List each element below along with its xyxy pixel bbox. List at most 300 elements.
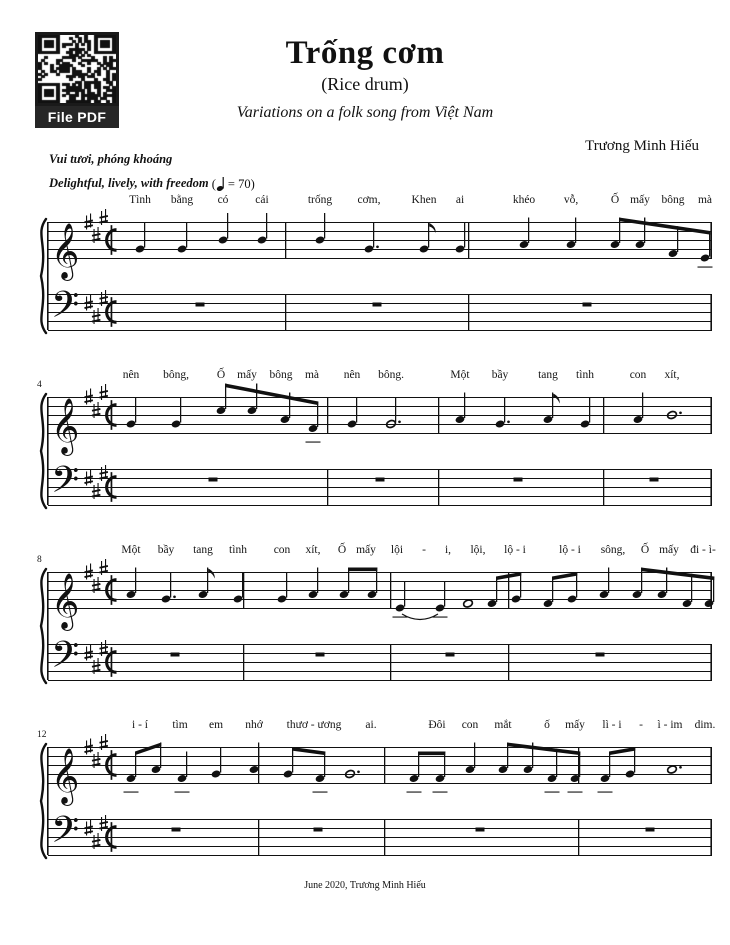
augmentation-dot bbox=[679, 411, 682, 414]
lyric-syllable: mấy bbox=[630, 194, 650, 206]
note-quarter bbox=[135, 222, 146, 254]
lyric-syllable: con bbox=[273, 544, 291, 556]
sharp-icon bbox=[84, 739, 93, 755]
notehead bbox=[635, 240, 646, 249]
note-eighth bbox=[216, 384, 227, 416]
beam bbox=[641, 568, 714, 581]
sharp-icon bbox=[84, 214, 93, 230]
lyric-syllable: lội bbox=[390, 544, 404, 556]
stem bbox=[180, 397, 181, 423]
lyric-syllable: Ố bbox=[216, 369, 226, 381]
stem bbox=[713, 577, 714, 603]
notehead bbox=[543, 599, 554, 608]
beam bbox=[225, 384, 318, 406]
barline bbox=[384, 819, 385, 855]
note-quarter bbox=[315, 213, 326, 245]
stem bbox=[395, 397, 396, 423]
notehead bbox=[435, 774, 446, 783]
lyric-syllable: Một bbox=[450, 369, 470, 381]
barline bbox=[603, 397, 604, 433]
note-half-dotted bbox=[667, 765, 682, 774]
stem bbox=[556, 752, 557, 778]
beam bbox=[552, 572, 577, 580]
bass-clef-icon: 𝄢 bbox=[51, 459, 80, 510]
note-quarter bbox=[257, 213, 268, 245]
note-quarter bbox=[233, 572, 244, 604]
note-eighth bbox=[306, 402, 321, 443]
notehead bbox=[211, 769, 222, 778]
whole-rest-icon bbox=[650, 478, 659, 482]
beam bbox=[619, 218, 710, 235]
ledger-line bbox=[698, 267, 713, 268]
lyric-syllable: mà bbox=[304, 369, 320, 381]
lyric-syllable: nên bbox=[343, 369, 361, 381]
notehead bbox=[218, 235, 229, 244]
notehead bbox=[177, 244, 188, 253]
note-eighth bbox=[313, 752, 328, 793]
staff-system bbox=[0, 182, 730, 350]
stem bbox=[186, 222, 187, 248]
beam bbox=[507, 743, 580, 756]
notehead bbox=[511, 594, 522, 603]
note-half bbox=[463, 599, 474, 608]
lyric-syllable: Ố bbox=[337, 544, 347, 556]
lyric-syllable: bông, bbox=[163, 369, 189, 381]
notehead bbox=[682, 599, 693, 608]
lyric-syllable: dim. bbox=[694, 719, 716, 731]
lyric-syllable: bông. bbox=[378, 369, 404, 381]
notehead bbox=[151, 765, 162, 774]
lyric-syllable: lộ - i bbox=[504, 544, 526, 556]
stem bbox=[207, 568, 208, 594]
beam bbox=[292, 747, 325, 755]
augmentation-dot bbox=[173, 595, 176, 598]
stem bbox=[677, 227, 678, 253]
page-footer: June 2020, Trương Minh Hiếu bbox=[304, 880, 426, 891]
notehead bbox=[308, 424, 319, 433]
whole-rest-icon bbox=[314, 828, 323, 832]
page-subtitle: (Rice drum) bbox=[321, 74, 409, 94]
ledger-line bbox=[313, 792, 328, 793]
lyric-syllable: Tình bbox=[129, 194, 151, 206]
barline bbox=[438, 397, 439, 433]
whole-rest-icon bbox=[316, 653, 325, 657]
notehead bbox=[463, 599, 474, 608]
stem bbox=[520, 572, 521, 598]
qr-code-label: File PDF bbox=[35, 106, 119, 128]
note-quarter bbox=[393, 581, 439, 620]
notehead bbox=[610, 240, 621, 249]
treble-clef-icon: 𝄞 bbox=[51, 223, 80, 279]
whole-rest-icon bbox=[514, 478, 523, 482]
lyric-syllable: tình bbox=[576, 369, 594, 381]
note-quarter-dotted bbox=[161, 572, 176, 604]
whole-rest-icon bbox=[646, 828, 655, 832]
whole-rest-icon bbox=[376, 478, 385, 482]
beam bbox=[609, 747, 635, 755]
notehead bbox=[600, 774, 611, 783]
lyric-syllable: xít, bbox=[305, 544, 321, 556]
metronome-mark: ( = 70) bbox=[211, 177, 255, 191]
lyric-syllable: em bbox=[208, 719, 224, 731]
lyric-syllable: Khen bbox=[411, 194, 437, 206]
staff-notation bbox=[0, 182, 730, 350]
stem bbox=[286, 572, 287, 598]
page-title: Trống cơm bbox=[285, 35, 445, 71]
note-quarter bbox=[175, 752, 190, 793]
notehead bbox=[657, 590, 668, 599]
measure-number: 8 bbox=[37, 555, 42, 565]
ledger-line bbox=[433, 792, 448, 793]
measure-number: 12 bbox=[37, 730, 47, 740]
lyric-syllable: mà bbox=[697, 194, 713, 206]
lyric-syllable: thươ - ương bbox=[286, 719, 342, 731]
barline bbox=[468, 222, 469, 258]
barline bbox=[258, 819, 259, 855]
stem bbox=[428, 222, 429, 248]
notehead bbox=[280, 415, 291, 424]
staff-notation bbox=[0, 357, 730, 525]
barline bbox=[285, 294, 286, 330]
lyric-syllable: ố bbox=[544, 719, 550, 731]
stem bbox=[170, 572, 171, 598]
sharp-icon bbox=[84, 564, 93, 580]
treble-clef-icon: 𝄞 bbox=[51, 573, 80, 629]
stem bbox=[135, 568, 136, 594]
ledger-line bbox=[407, 792, 422, 793]
whole-rest-icon bbox=[209, 478, 218, 482]
ledger-line bbox=[598, 792, 613, 793]
stem bbox=[504, 397, 505, 423]
bass-clef-icon: 𝄢 bbox=[51, 284, 80, 335]
lyric-syllable: i - í bbox=[132, 719, 148, 731]
stem bbox=[691, 577, 692, 603]
stem bbox=[292, 747, 293, 773]
beam bbox=[348, 568, 377, 572]
notehead bbox=[580, 419, 591, 428]
eighth-flag bbox=[208, 569, 215, 579]
barline bbox=[508, 644, 509, 680]
stem bbox=[634, 747, 635, 773]
ledger-line bbox=[175, 792, 190, 793]
lyric-syllable: cái bbox=[255, 194, 269, 206]
notehead bbox=[277, 594, 288, 603]
stem bbox=[496, 577, 497, 603]
lyric-syllable: Ố bbox=[610, 194, 620, 206]
ledger-line bbox=[124, 792, 139, 793]
notehead bbox=[519, 240, 530, 249]
notehead bbox=[367, 590, 378, 599]
barline bbox=[468, 294, 469, 330]
sharp-icon bbox=[84, 295, 93, 311]
ledger-line bbox=[433, 617, 448, 618]
note-eighth bbox=[598, 752, 613, 793]
lyric-syllable: - bbox=[422, 544, 426, 556]
treble-clef-icon: 𝄞 bbox=[51, 748, 80, 804]
stem bbox=[348, 568, 349, 594]
stem bbox=[258, 743, 259, 769]
lyric-syllable: vỗ, bbox=[563, 194, 579, 206]
staff-system bbox=[0, 357, 730, 525]
barline bbox=[384, 747, 385, 783]
augmentation-dot bbox=[507, 420, 510, 423]
composer-credit: Trương Minh Hiếu bbox=[585, 138, 699, 154]
lyric-syllable: mắt bbox=[494, 719, 512, 731]
lyric-syllable: i, bbox=[444, 544, 452, 556]
whole-rest-icon bbox=[196, 303, 205, 307]
sharp-icon bbox=[84, 389, 93, 405]
lyric-syllable: xít, bbox=[664, 369, 680, 381]
stem bbox=[608, 568, 609, 594]
lyric-syllable: bầy bbox=[491, 369, 509, 381]
notehead bbox=[126, 419, 137, 428]
lyric-syllable: mấy bbox=[659, 544, 679, 556]
stem bbox=[227, 213, 228, 239]
barline bbox=[327, 469, 328, 505]
notehead bbox=[395, 603, 406, 612]
whole-rest-icon bbox=[171, 653, 180, 657]
ledger-line bbox=[568, 792, 583, 793]
lyric-syllable: sông, bbox=[600, 544, 626, 556]
notehead bbox=[364, 244, 375, 253]
staff-notation bbox=[0, 532, 730, 700]
note-eighth bbox=[283, 747, 294, 779]
lyric-syllable: con bbox=[461, 719, 479, 731]
notehead bbox=[465, 765, 476, 774]
ledger-line bbox=[306, 442, 321, 443]
lyric-syllable: khéo bbox=[512, 194, 536, 206]
notehead bbox=[523, 765, 534, 774]
lyric-syllable: bông bbox=[269, 369, 293, 381]
note-quarter bbox=[277, 572, 288, 604]
whole-rest-icon bbox=[373, 303, 382, 307]
stem bbox=[135, 397, 136, 423]
notehead bbox=[632, 590, 643, 599]
notehead bbox=[495, 419, 506, 428]
lyric-syllable: đi - ì- bbox=[690, 544, 716, 556]
notehead bbox=[419, 244, 430, 253]
notehead bbox=[247, 406, 258, 415]
stem bbox=[324, 752, 325, 778]
lyric-syllable: lộ - i bbox=[559, 544, 581, 556]
treble-clef-icon: 𝄞 bbox=[51, 398, 80, 454]
note-quarter bbox=[126, 397, 137, 429]
augmentation-dot bbox=[679, 766, 682, 769]
ledger-line bbox=[393, 617, 408, 618]
note-eighth bbox=[433, 752, 448, 793]
whole-rest-icon bbox=[446, 653, 455, 657]
note-eighth bbox=[407, 752, 422, 793]
whole-rest-icon bbox=[476, 828, 485, 832]
notehead bbox=[249, 765, 260, 774]
lyric-syllable: con bbox=[629, 369, 647, 381]
notehead bbox=[171, 419, 182, 428]
note-quarter bbox=[211, 747, 222, 779]
notehead bbox=[315, 235, 326, 244]
tempo-text: Delightful, lively, with freedom bbox=[49, 176, 209, 190]
stem bbox=[225, 384, 226, 410]
notehead bbox=[257, 235, 268, 244]
stem bbox=[709, 231, 710, 257]
notehead bbox=[339, 590, 350, 599]
note-half-dotted bbox=[386, 397, 401, 429]
lyric-syllable: cơm, bbox=[357, 194, 381, 206]
stem bbox=[317, 568, 318, 594]
lyric-syllable: ai. bbox=[365, 719, 377, 731]
stem bbox=[552, 393, 553, 419]
notehead bbox=[435, 603, 446, 612]
sharp-icon bbox=[84, 470, 93, 486]
stem bbox=[186, 752, 187, 778]
notehead bbox=[487, 599, 498, 608]
notehead bbox=[567, 594, 578, 603]
notehead bbox=[283, 769, 294, 778]
notehead bbox=[347, 419, 358, 428]
notehead bbox=[409, 774, 420, 783]
notehead bbox=[126, 774, 137, 783]
notehead bbox=[233, 594, 244, 603]
notehead bbox=[668, 249, 679, 258]
tempo-marking-vietnamese: Vui tươi, phóng khoáng bbox=[49, 152, 173, 166]
notehead bbox=[700, 253, 711, 262]
lyric-syllable: Một bbox=[121, 544, 141, 556]
notehead bbox=[566, 240, 577, 249]
stem bbox=[144, 222, 145, 248]
lyric-syllable: ì - im bbox=[657, 719, 683, 731]
notehead bbox=[455, 415, 466, 424]
lyric-syllable: lì - i bbox=[602, 719, 622, 731]
bass-clef-icon: 𝄢 bbox=[51, 634, 80, 685]
lyric-syllable: nhớ bbox=[245, 719, 263, 731]
lyric-syllable: Đôi bbox=[428, 719, 446, 731]
stem bbox=[324, 213, 325, 239]
page-description: Variations on a folk song from Việt Nam bbox=[236, 104, 494, 121]
stem bbox=[474, 743, 475, 769]
stem bbox=[464, 393, 465, 419]
stem bbox=[576, 572, 577, 598]
note-eighth bbox=[419, 222, 436, 254]
barline bbox=[327, 397, 328, 433]
note-eighth bbox=[545, 752, 560, 793]
whole-rest-icon bbox=[596, 653, 605, 657]
lyric-syllable: có bbox=[217, 194, 229, 206]
stem bbox=[317, 402, 318, 428]
stem bbox=[589, 397, 590, 423]
notehead bbox=[498, 765, 509, 774]
lyric-syllable: ai bbox=[455, 194, 465, 206]
stem bbox=[552, 577, 553, 603]
notehead bbox=[216, 406, 227, 415]
stem bbox=[444, 581, 445, 607]
barline bbox=[243, 644, 244, 680]
notehead bbox=[599, 590, 610, 599]
stem bbox=[642, 393, 643, 419]
ledger-line bbox=[545, 792, 560, 793]
augmentation-dot bbox=[357, 770, 360, 773]
augmentation-dot bbox=[376, 245, 379, 248]
barline bbox=[578, 819, 579, 855]
lyric-syllable: mấy bbox=[356, 544, 376, 556]
sharp-icon bbox=[84, 820, 93, 836]
stem bbox=[507, 743, 508, 769]
notehead bbox=[315, 774, 326, 783]
lyric-syllable: tang bbox=[193, 544, 213, 556]
barline bbox=[390, 572, 391, 608]
augmentation-dot bbox=[398, 420, 401, 423]
measure-number: 4 bbox=[37, 380, 42, 390]
stem bbox=[266, 213, 267, 239]
notehead bbox=[455, 244, 466, 253]
whole-rest-icon bbox=[172, 828, 181, 832]
lyric-syllable: trống bbox=[307, 194, 333, 206]
sharp-icon bbox=[84, 645, 93, 661]
barline bbox=[390, 644, 391, 680]
stem bbox=[444, 752, 445, 778]
staff-system bbox=[0, 707, 730, 875]
stem bbox=[579, 752, 580, 778]
lyric-syllable: tìm bbox=[172, 719, 188, 731]
notehead bbox=[625, 769, 636, 778]
lyric-syllable: bầy bbox=[157, 544, 175, 556]
stem bbox=[609, 752, 610, 778]
note-eighth bbox=[124, 752, 139, 793]
staff-system bbox=[0, 532, 730, 700]
barline bbox=[603, 469, 604, 505]
note-eighth bbox=[568, 752, 583, 793]
stem bbox=[376, 568, 377, 594]
note-quarter bbox=[347, 397, 358, 429]
stem bbox=[356, 397, 357, 423]
barline bbox=[285, 222, 286, 258]
stem bbox=[220, 747, 221, 773]
lyric-syllable: mấy bbox=[565, 719, 585, 731]
stem bbox=[641, 568, 642, 594]
lyric-syllable: tình bbox=[229, 544, 247, 556]
whole-rest-icon bbox=[583, 303, 592, 307]
notehead bbox=[704, 599, 715, 608]
lyric-syllable: nên bbox=[122, 369, 140, 381]
lyric-syllable: bằng bbox=[170, 194, 194, 206]
note-quarter bbox=[580, 397, 591, 429]
note-quarter-dotted bbox=[364, 222, 379, 254]
notehead bbox=[177, 774, 188, 783]
notehead bbox=[135, 244, 146, 253]
stem bbox=[135, 752, 136, 778]
note-quarter bbox=[171, 397, 182, 429]
notehead bbox=[667, 765, 678, 774]
lyric-syllable: bông bbox=[661, 194, 685, 206]
bass-clef-icon: 𝄢 bbox=[51, 809, 80, 860]
note-quarter-dotted bbox=[495, 397, 510, 429]
notehead bbox=[547, 774, 558, 783]
barline bbox=[438, 469, 439, 505]
lyric-syllable: Ố bbox=[640, 544, 650, 556]
notehead bbox=[633, 415, 644, 424]
notehead bbox=[198, 590, 209, 599]
lyric-syllable: tang bbox=[538, 369, 558, 381]
notehead bbox=[308, 590, 319, 599]
note-quarter bbox=[177, 222, 188, 254]
stem bbox=[619, 218, 620, 244]
lyric-syllable: mấy bbox=[237, 369, 257, 381]
stem bbox=[404, 581, 405, 607]
notehead bbox=[161, 594, 172, 603]
note-quarter bbox=[218, 213, 229, 245]
stem bbox=[373, 222, 374, 248]
stem bbox=[575, 218, 576, 244]
lyric-syllable: - bbox=[639, 719, 643, 731]
notehead bbox=[126, 590, 137, 599]
